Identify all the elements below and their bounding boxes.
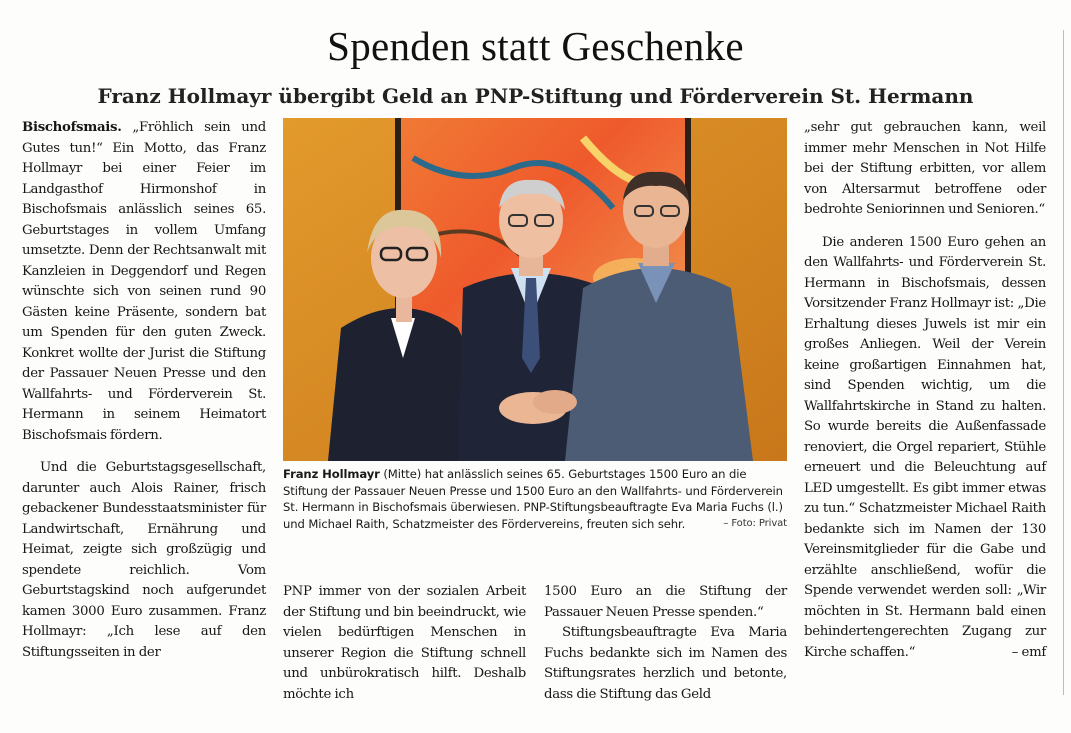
column-4 (804, 118, 1046, 664)
photo-illustration (283, 118, 787, 461)
column-rule (1063, 30, 1064, 695)
paragraph: Stiftungsbeauftragte Eva Maria Fuchs bedankte sich im Namen des Stiftungsrates herzlich und betonte, dass die Stiftung das Geld (544, 625, 787, 702)
subheadline: Franz Hollmayr übergibt Geld an PNP-Stiftung und Förderverein St. Hermann (97, 84, 974, 108)
paragraph-text: „Fröhlich sein und Gutes tun!“ Ein Motto, das Franz Hollmayr bei einer Feier im Landgasthof Hirmonshof in Bischofsmais anlässlich seines 65. Geburtstages in vollem Umfang umsetzte. Denn der Rechtsanwalt mit Kanzleien in Deggendorf und Regen wünschte sich von seinen rund 90 Gästen keine Präsente, sondern bat um Spenden für den guten Zweck. Konkret wollte der Jurist die Stiftung der Passauer Neuen Presse und den Wallfahrts- und Förderverein St. Hermann in seinem Heimatort Bischofsmais fördern. (22, 120, 266, 443)
paragraph: „sehr gut gebrauchen kann, weil immer mehr Menschen in Not Hilfe bei der Stiftung erbitten, vor allem von Altersarmut betroffene oder bedrohte Seniorinnen und Senioren.“ (804, 120, 1046, 217)
paragraph: 1500 Euro an die Stiftung der Passauer Neuen Presse spenden.“ (544, 584, 787, 620)
column-3 (544, 582, 787, 705)
photo (283, 118, 787, 461)
caption-text: (Mitte) hat anlässlich seines 65. Geburtstages 1500 Euro an die Stiftung der Passauer Neuen Presse und 1500 Euro an den Wallfahrts- und Förderverein St. Hermann in Bischofsmais überwiesen. PNP-Stiftungsbeauftragte Eva Maria Fuchs (l.) und Michael Raith, Schatzmeister des Fördervereins, freuten sich sehr. (283, 467, 783, 531)
photo-caption (283, 466, 787, 532)
photo-credit: – Foto: Privat (723, 517, 787, 529)
caption-name: Franz Hollmayr (283, 467, 380, 481)
column-1 (22, 118, 266, 663)
paragraph: Die anderen 1500 Euro gehen an den Wallfahrts- und Förderverein St. Hermann in Bischofsmais, dessen Vorsitzender Franz Hollmayr ist: „Die Erhaltung dieses Juwels ist mir ein großes Anliegen. Weil der Verein keine großartigen Einnahmen hat, sind Spenden wichtig, um die Wallfahrtskirche in Stand zu halten. So wurde bereits die Außenfassade renoviert, die Orgel repariert, Stühle erneuert und die Beleuchtung auf LED umgestellt. Es gibt immer etwas zu tun.“ Schatzmeister Michael Raith bedankte sich im Namen der 130 Vereinsmitglieder für die Gabe und erzählte anschließend, wofür die Spende verwendet werden soll: „Wir möchten in St. Hermann bald einen behindertengerechten Zugang zur Kirche schaffen.“ (804, 234, 1046, 660)
headline: Spenden statt Geschenke (327, 23, 744, 69)
author-signature: – emf (1011, 645, 1046, 660)
dateline: Bischofsmais. (22, 120, 122, 135)
paragraph: Und die Geburtstagsgesellschaft, darunter auch Alois Rainer, frisch gebackener Bundesstaatsminister für Landwirtschaft, Ernährung und Heimat, zeigte sich großzügig und spendete reichlich. Vom Geburtstagskind noch aufgerundet kamen 3000 Euro zusammen. Franz Hollmayr: „Ich lese auf den Stiftungsseiten in der (22, 460, 266, 660)
paragraph: PNP immer von der sozialen Arbeit der Stiftung und bin beeindruckt, wie vielen bedürftigen Menschen in unserer Region die Stiftung schnell und unbürokratisch hilft. Deshalb möchte ich (283, 584, 526, 702)
column-2 (283, 582, 526, 705)
paragraph (22, 118, 266, 446)
